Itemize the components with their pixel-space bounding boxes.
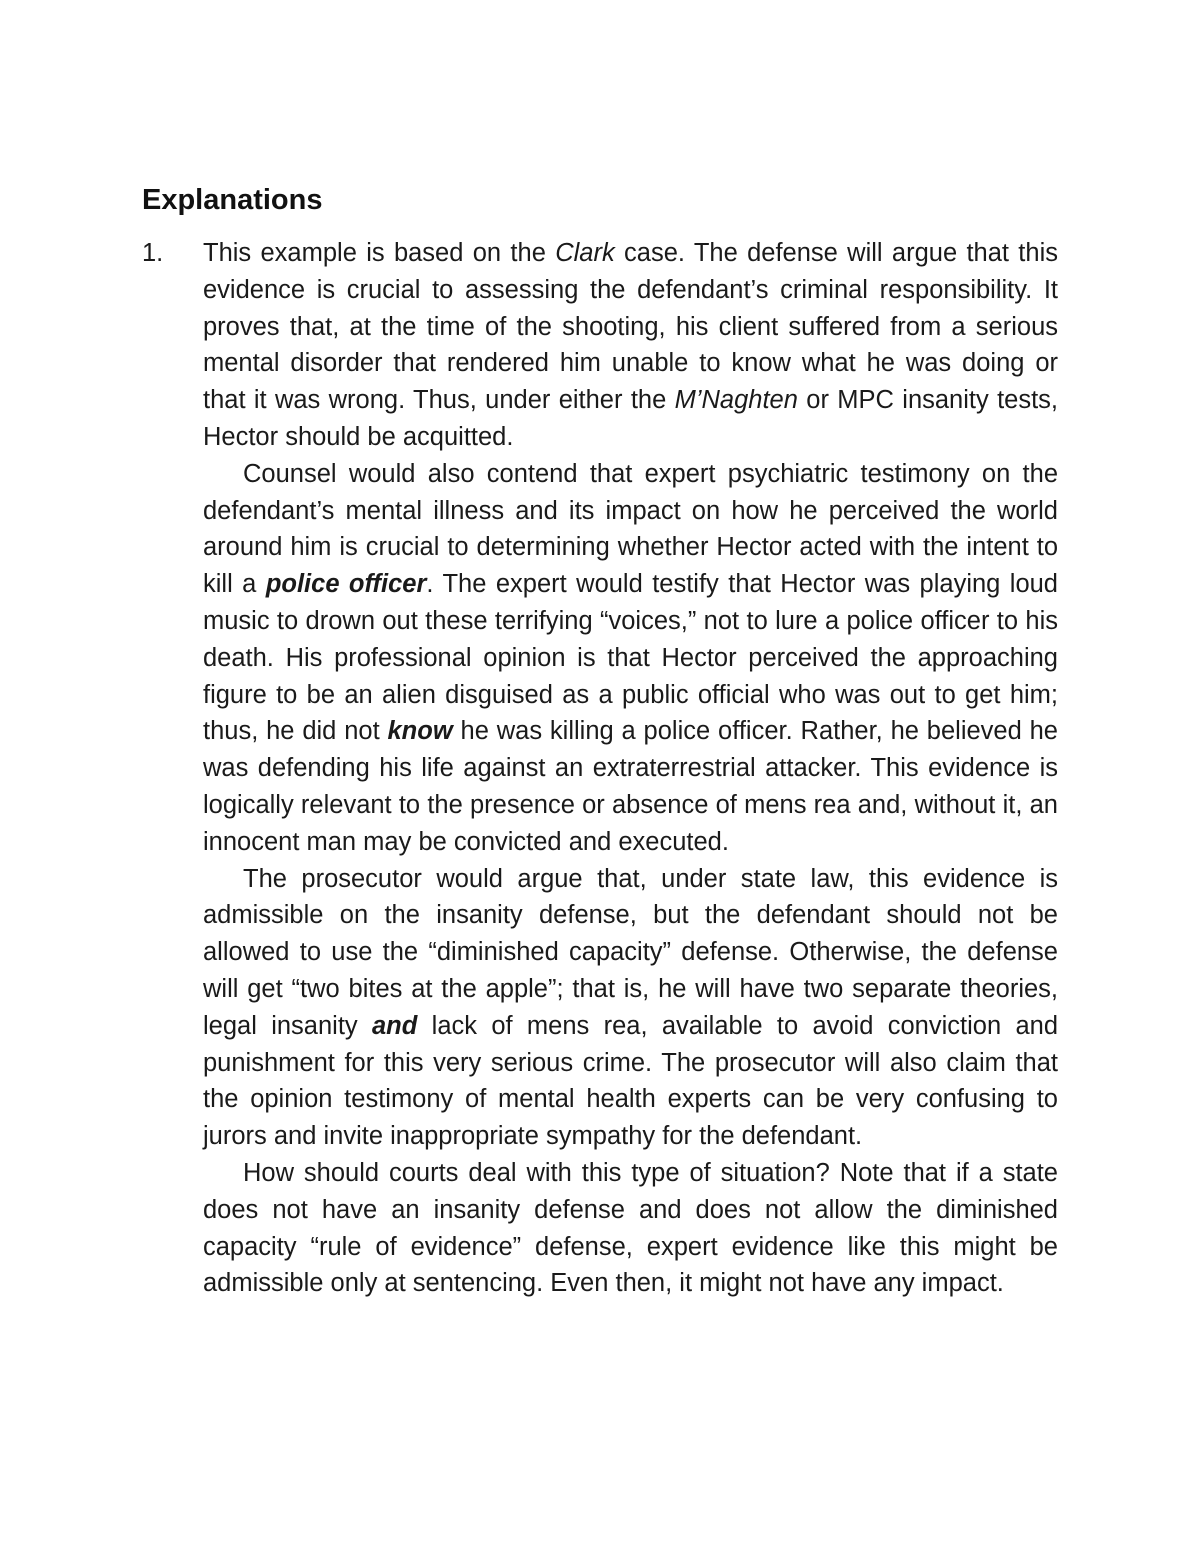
item-body bbox=[203, 235, 1058, 1302]
paragraph-1 bbox=[203, 235, 1058, 456]
paragraph-text: . The expert would testify that Hector was playing loud music to drown out these terrifying “voices,” not to lure a police officer to his death. His professional opinion is that Hector perceived the approaching figure to be an alien disguised as a public official who was out to get him; thus, he did not bbox=[203, 570, 1058, 746]
paragraph-text: or MPC insanity tests, Hector should be acquitted. bbox=[203, 386, 1059, 451]
paragraph-text: lack of mens rea, available to avoid conviction and punishment for this very serious crime. The prosecutor will also claim that the opinion testimony of mental health experts can be very confusing to jurors and invite inappropriate sympathy for the defendant. bbox=[203, 1011, 1058, 1151]
paragraph-text: This example is based on the bbox=[203, 239, 556, 267]
paragraph-4 bbox=[203, 1155, 1058, 1302]
section-heading: Explanations bbox=[142, 184, 323, 216]
paragraph-text: How should courts deal with this type of situation? Note that if a state does not have an insanity defense and does not allow the diminished capacity “rule of evidence” defense, expert evidence like this might be admissible only at sentencing. Even then, it might not have any impact. bbox=[203, 1158, 1058, 1298]
paragraph-text: case. The defense will argue that this evidence is crucial to assessing the defendant’s criminal responsibility. It proves that, at the time of the shooting, his client suffered from a serious mental disorder that rendered him unable to know what he was doing or that it was wrong. Thus, under either the bbox=[203, 239, 1058, 415]
emphasis-know: know bbox=[387, 717, 453, 746]
paragraph-text: he was killing a police officer. Rather, he believed he was defending his life against an extraterrestrial attacker. This evidence is logically relevant to the presence or absence of mens rea and, without it, an innocent man may be convicted and executed. bbox=[203, 717, 1058, 856]
emphasis-and: and bbox=[372, 1011, 418, 1040]
paragraph-text: Counsel would also contend that expert psychiatric testimony on the defendant’s mental illness and its impact on how he perceived the world around him is crucial to determining whether Hector acted with the intent to kill a bbox=[203, 459, 1058, 599]
paragraph-3 bbox=[203, 861, 1058, 1155]
paragraph-2 bbox=[203, 456, 1058, 861]
item-number: 1. bbox=[142, 239, 164, 267]
paragraph-text: The prosecutor would argue that, under state law, this evidence is admissible on the insanity defense, but the defendant should not be allowed to use the “diminished capacity” defense. Otherwise, the defense will get “two bites at the apple”; that is, he will have two separate theories, legal insanity bbox=[203, 864, 1058, 1040]
case-name-mnaghten: M’Naghten bbox=[674, 386, 798, 415]
emphasis-police-officer: police officer bbox=[265, 570, 427, 599]
case-name-clark: Clark bbox=[555, 239, 615, 267]
